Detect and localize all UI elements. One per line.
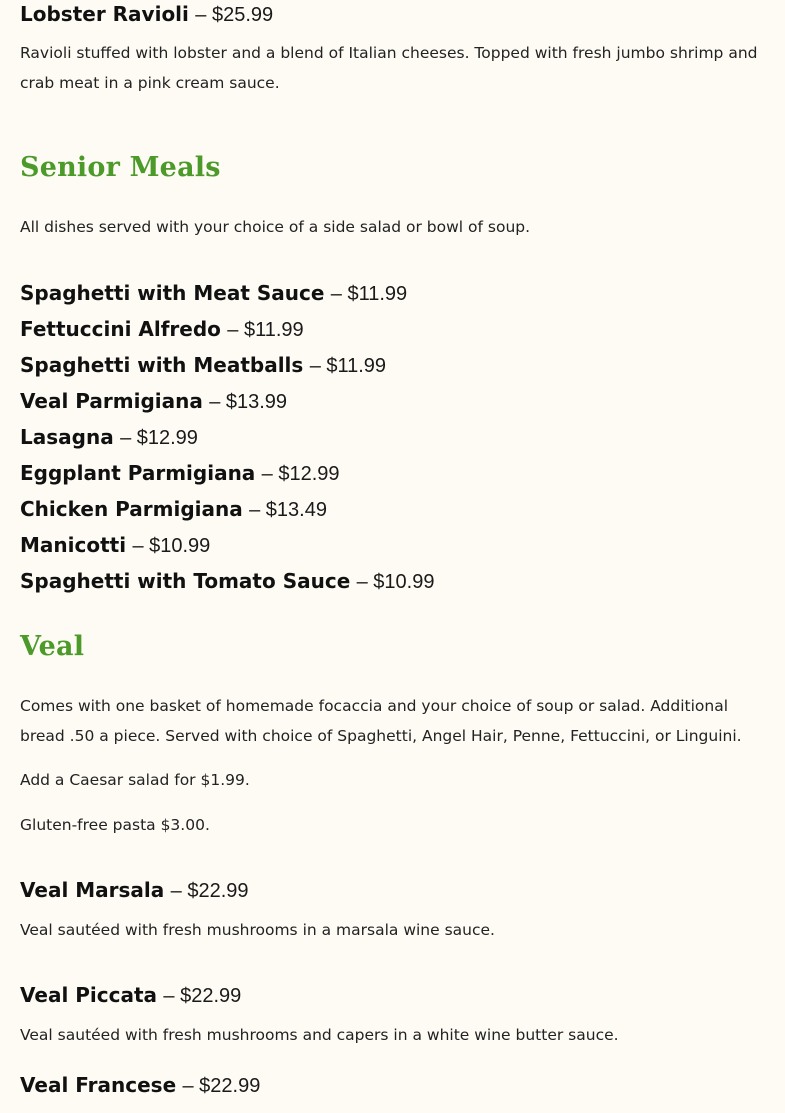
menu-item-veal-francese xyxy=(20,1068,765,1104)
item-price: – $10.99 xyxy=(356,571,435,593)
item-name: Chicken Parmigiana xyxy=(20,497,243,521)
menu-item xyxy=(20,456,765,492)
menu-item xyxy=(20,564,765,600)
item-description: Veal sautéed with fresh mushrooms and capers in a white wine butter sauce. xyxy=(20,1026,619,1044)
item-description: Ravioli stuffed with lobster and a blend of Italian cheeses. Topped with fresh jumbo shrimp and crab meat in a pink cream sauce. xyxy=(20,44,758,92)
item-price: – $12.99 xyxy=(120,427,198,449)
item-description: Veal sautéed with fresh mushrooms in a marsala wine sauce. xyxy=(20,921,495,939)
item-price: – $11.99 xyxy=(309,355,387,377)
menu-item xyxy=(20,492,765,528)
item-name: Veal Marsala xyxy=(20,878,165,902)
menu-item-veal-marsala xyxy=(20,873,765,945)
section-title-senior-meals: Senior Meals xyxy=(20,152,221,183)
item-name: Spaghetti with Meat Sauce xyxy=(20,281,325,305)
menu-item xyxy=(20,420,765,456)
item-name: Lobster Ravioli xyxy=(20,2,189,26)
item-price: – $13.49 xyxy=(249,499,327,521)
item-name: Veal Parmigiana xyxy=(20,389,203,413)
veal-gluten-note: Gluten-free pasta $3.00. xyxy=(20,816,210,834)
senior-meals-list xyxy=(20,276,765,600)
section-title-veal: Veal xyxy=(20,631,85,662)
senior-meals-note: All dishes served with your choice of a side salad or bowl of soup. xyxy=(20,218,531,236)
item-price: – $25.99 xyxy=(195,4,274,26)
menu-item xyxy=(20,348,765,384)
item-price: – $11.99 xyxy=(330,283,408,305)
item-name: Spaghetti with Tomato Sauce xyxy=(20,569,351,593)
menu-item xyxy=(20,384,765,420)
menu-item xyxy=(20,312,765,348)
item-price: – $11.99 xyxy=(227,319,304,341)
item-name: Manicotti xyxy=(20,533,127,557)
item-name: Veal Piccata xyxy=(20,983,158,1007)
item-name: Fettuccini Alfredo xyxy=(20,317,221,341)
item-name: Lasagna xyxy=(20,425,114,449)
item-name: Spaghetti with Meatballs xyxy=(20,353,304,377)
menu-item xyxy=(20,528,765,564)
item-price: – $22.99 xyxy=(182,1075,261,1097)
item-price: – $12.99 xyxy=(261,463,340,485)
item-price: – $13.99 xyxy=(209,391,288,413)
menu-item-lobster-ravioli xyxy=(20,0,765,98)
item-name: Eggplant Parmigiana xyxy=(20,461,256,485)
menu-item xyxy=(20,276,765,312)
item-price: – $10.99 xyxy=(132,535,211,557)
item-name: Veal Francese xyxy=(20,1073,177,1097)
item-price: – $22.99 xyxy=(170,880,249,902)
veal-caesar-note: Add a Caesar salad for $1.99. xyxy=(20,771,250,789)
menu-item-veal-piccata xyxy=(20,978,765,1050)
veal-note: Comes with one basket of homemade focaccia and your choice of soup or salad. Additional bread .50 a piece. Served with choice of Spaghetti, Angel Hair, Penne, Fettuccini, or Linguini. xyxy=(20,697,742,745)
item-price: – $22.99 xyxy=(163,985,242,1007)
